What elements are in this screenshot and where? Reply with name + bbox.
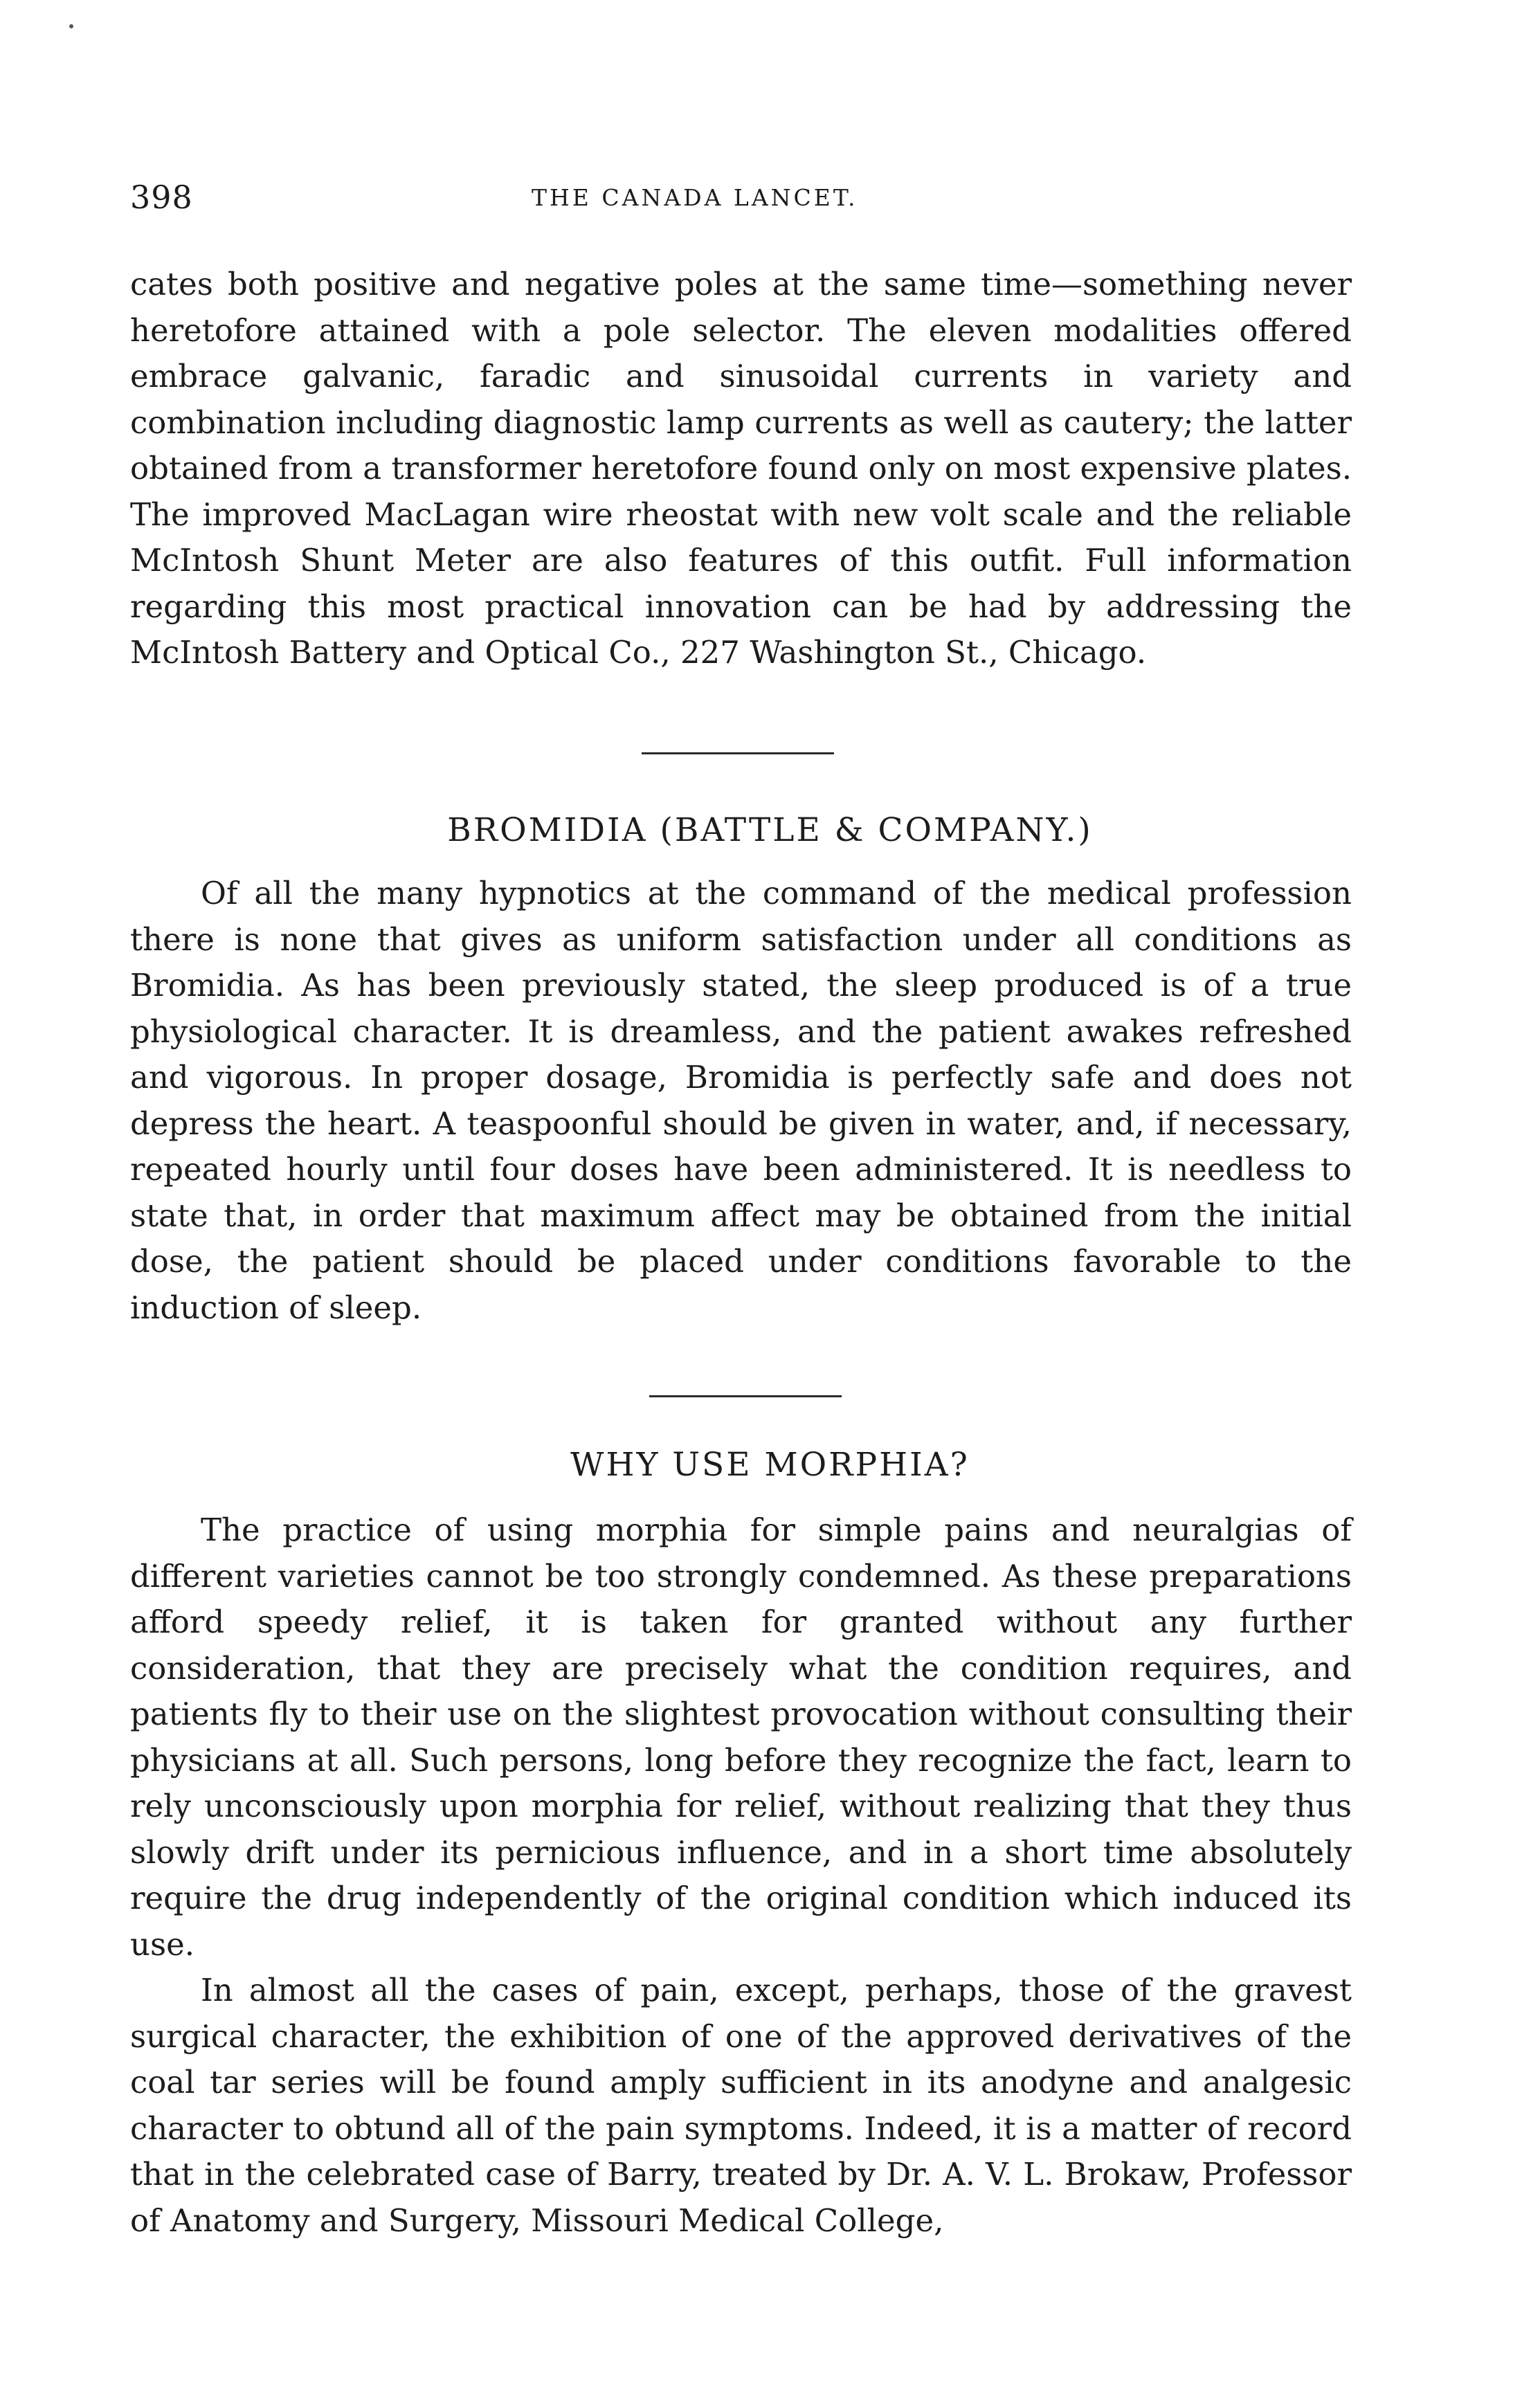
morphia-block xyxy=(130,1507,1352,2244)
running-head xyxy=(0,179,1540,220)
section-divider-2 xyxy=(649,1395,842,1397)
section-heading-bromidia: BROMIDIA (BATTLE & COMPANY.) xyxy=(447,811,1093,849)
section-heading-morphia: WHY USE MORPHIA? xyxy=(570,1446,970,1484)
bromidia-paragraph: Of all the many hypnotics at the command of the medical profession there is none that gives as uniform satisfaction under all conditions as Bromidia. As has been previously stated, the sleep produced is of a true physiological character. It is dreamless, and the patient awakes refreshed and vigorous. In proper dosage, Bromidia is perfectly safe and does not depress the heart. A teaspoonful should be given in water, and, if necessary, repeated hourly until four doses have been administered. It is needless to state that, in order that maximum affect may be obtained from the initial dose, the patient should be placed under conditions favorable to the induction of sleep. xyxy=(130,875,1352,1326)
journal-title: THE CANADA LANCET. xyxy=(532,184,858,211)
continuation-block xyxy=(130,262,1352,676)
scan-speck xyxy=(69,24,73,28)
morphia-paragraph-2: In almost all the cases of pain, except, perhaps, those of the gravest surgical character, the exhibition of one of the approved derivatives of the coal tar series will be found amply sufficient in its anodyne and analgesic character to obtund all of the pain symptoms. Indeed, it is a matter of record that in the celebrated case of Barry, treated by Dr. A. V. L. Brokaw, Professor of Anatomy and Surgery, Missouri Medical College, xyxy=(130,1972,1352,2239)
section-divider-1 xyxy=(642,752,834,754)
bromidia-block xyxy=(130,871,1352,1331)
continuation-paragraph: cates both positive and negative poles at the same time—something never heretofore attained with a pole selector. The eleven modalities offered embrace galvanic, faradic and sinusoidal currents in variety and combination including diagnostic lamp currents as well as cautery; the latter obtained from a transformer heretofore found only on most expensive plates. The improved MacLagan wire rheostat with new volt scale and the reliable McIntosh Shunt Meter are also features of this outfit. Full information regarding this most practical innovation can be had by addressing the McIntosh Battery and Optical Co., 227 Washington St., Chicago. xyxy=(130,266,1352,671)
page-number: 398 xyxy=(130,179,193,216)
morphia-paragraph-1: The practice of using morphia for simple pains and neuralgias of different varieties cannot be too strongly condemned. As these preparations afford speedy relief, it is taken for granted without any further consideration, that they are precisely what the condition requires, and patients fly to their use on the slightest provocation without consulting their physicians at all. Such persons, long before they recognize the fact, learn to rely unconsciously upon morphia for relief, without realizing that they thus slowly drift under its pernicious influence, and in a short time absolutely require the drug independently of the original condition which induced its use. xyxy=(130,1512,1352,1963)
